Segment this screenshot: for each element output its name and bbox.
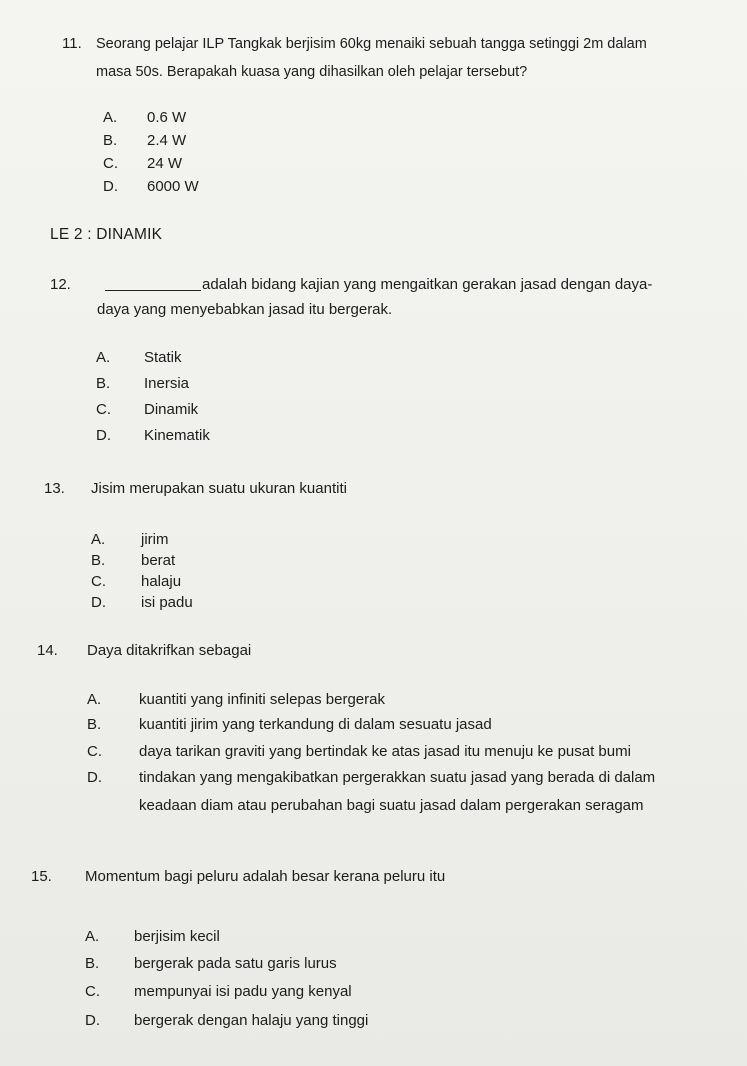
q15-option-c-letter: C.: [85, 983, 100, 1000]
q11-text-line2: masa 50s. Berapakah kuasa yang dihasilkan oleh pelajar tersebut?: [96, 64, 528, 80]
q14-option-a-letter: A.: [87, 691, 102, 708]
q14-option-d-letter: D.: [87, 769, 102, 786]
q12-option-b-letter: B.: [96, 375, 111, 392]
q15-number: 15.: [31, 868, 52, 885]
q11-number: 11.: [62, 35, 82, 52]
q11-text-line1: Seorang pelajar ILP Tangkak berjisim 60kg menaiki sebuah tangga setinggi 2m dalam: [96, 36, 647, 52]
q11-option-b-text: 2.4 W: [147, 132, 187, 149]
q12-text-line1: adalah bidang kajian yang mengaitkan gerakan jasad dengan daya-: [202, 276, 653, 293]
q14-option-a-text: kuantiti yang infiniti selepas bergerak: [139, 691, 385, 708]
q12-option-d-letter: D.: [96, 427, 111, 444]
q13-option-a-text: jirim: [141, 531, 169, 548]
q11-option-c-letter: C.: [103, 155, 118, 172]
q11-option-b-letter: B.: [103, 132, 118, 149]
q15-option-d-letter: D.: [85, 1012, 100, 1029]
q14-option-d-text-line2: keadaan diam atau perubahan bagi suatu jasad dalam pergerakan seragam: [139, 797, 644, 814]
q15-option-d-text: bergerak dengan halaju yang tinggi: [134, 1012, 369, 1029]
q13-option-d-text: isi padu: [141, 594, 193, 611]
q15-option-b-letter: B.: [85, 955, 100, 972]
q11-option-a-letter: A.: [103, 109, 118, 126]
q12-option-b-text: Inersia: [144, 375, 190, 392]
q12-option-a-letter: A.: [96, 349, 111, 366]
q13-option-b-text: berat: [141, 552, 176, 569]
q12-option-d-text: Kinematik: [144, 427, 210, 444]
q14-number: 14.: [37, 642, 58, 659]
q11-option-a-text: 0.6 W: [147, 109, 187, 126]
q13-option-d-letter: D.: [91, 594, 106, 611]
q15-option-c-text: mempunyai isi padu yang kenyal: [134, 983, 352, 1000]
q13-option-a-letter: A.: [91, 531, 106, 548]
q12-option-a-text: Statik: [144, 349, 182, 366]
q13-option-c-text: halaju: [141, 573, 182, 590]
q14-option-b-text: kuantiti jirim yang terkandung di dalam sesuatu jasad: [139, 716, 492, 733]
q14-option-b-letter: B.: [87, 716, 102, 733]
q13-text: Jisim merupakan suatu ukuran kuantiti: [91, 480, 347, 497]
q11-option-c-text: 24 W: [147, 155, 183, 172]
q11-option-d-letter: D.: [103, 178, 118, 195]
q14-text: Daya ditakrifkan sebagai: [87, 642, 252, 659]
q12-option-c-letter: C.: [96, 401, 111, 418]
q13-option-b-letter: B.: [91, 552, 106, 569]
q12-option-c-text: Dinamik: [144, 401, 199, 418]
q13-option-c-letter: C.: [91, 573, 106, 590]
q12-blank-line: [105, 276, 201, 296]
q12-text-line2: daya yang menyebabkan jasad itu bergerak.: [97, 301, 393, 318]
q15-text: Momentum bagi peluru adalah besar kerana peluru itu: [85, 868, 446, 885]
q12-number: 12.: [50, 276, 71, 293]
q15-option-b-text: bergerak pada satu garis lurus: [134, 955, 337, 972]
q14-option-c-letter: C.: [87, 743, 102, 760]
q13-number: 13.: [44, 480, 65, 497]
q11-option-d-text: 6000 W: [147, 178, 199, 195]
q15-option-a-letter: A.: [85, 928, 100, 945]
q14-option-c-text: daya tarikan graviti yang bertindak ke atas jasad itu menuju ke pusat bumi: [139, 743, 631, 760]
q15-option-a-text: berjisim kecil: [134, 928, 220, 945]
section-heading: LE 2 : DINAMIK: [50, 226, 163, 243]
q14-option-d-text: tindakan yang mengakibatkan pergerakkan suatu jasad yang berada di dalam: [139, 769, 656, 786]
